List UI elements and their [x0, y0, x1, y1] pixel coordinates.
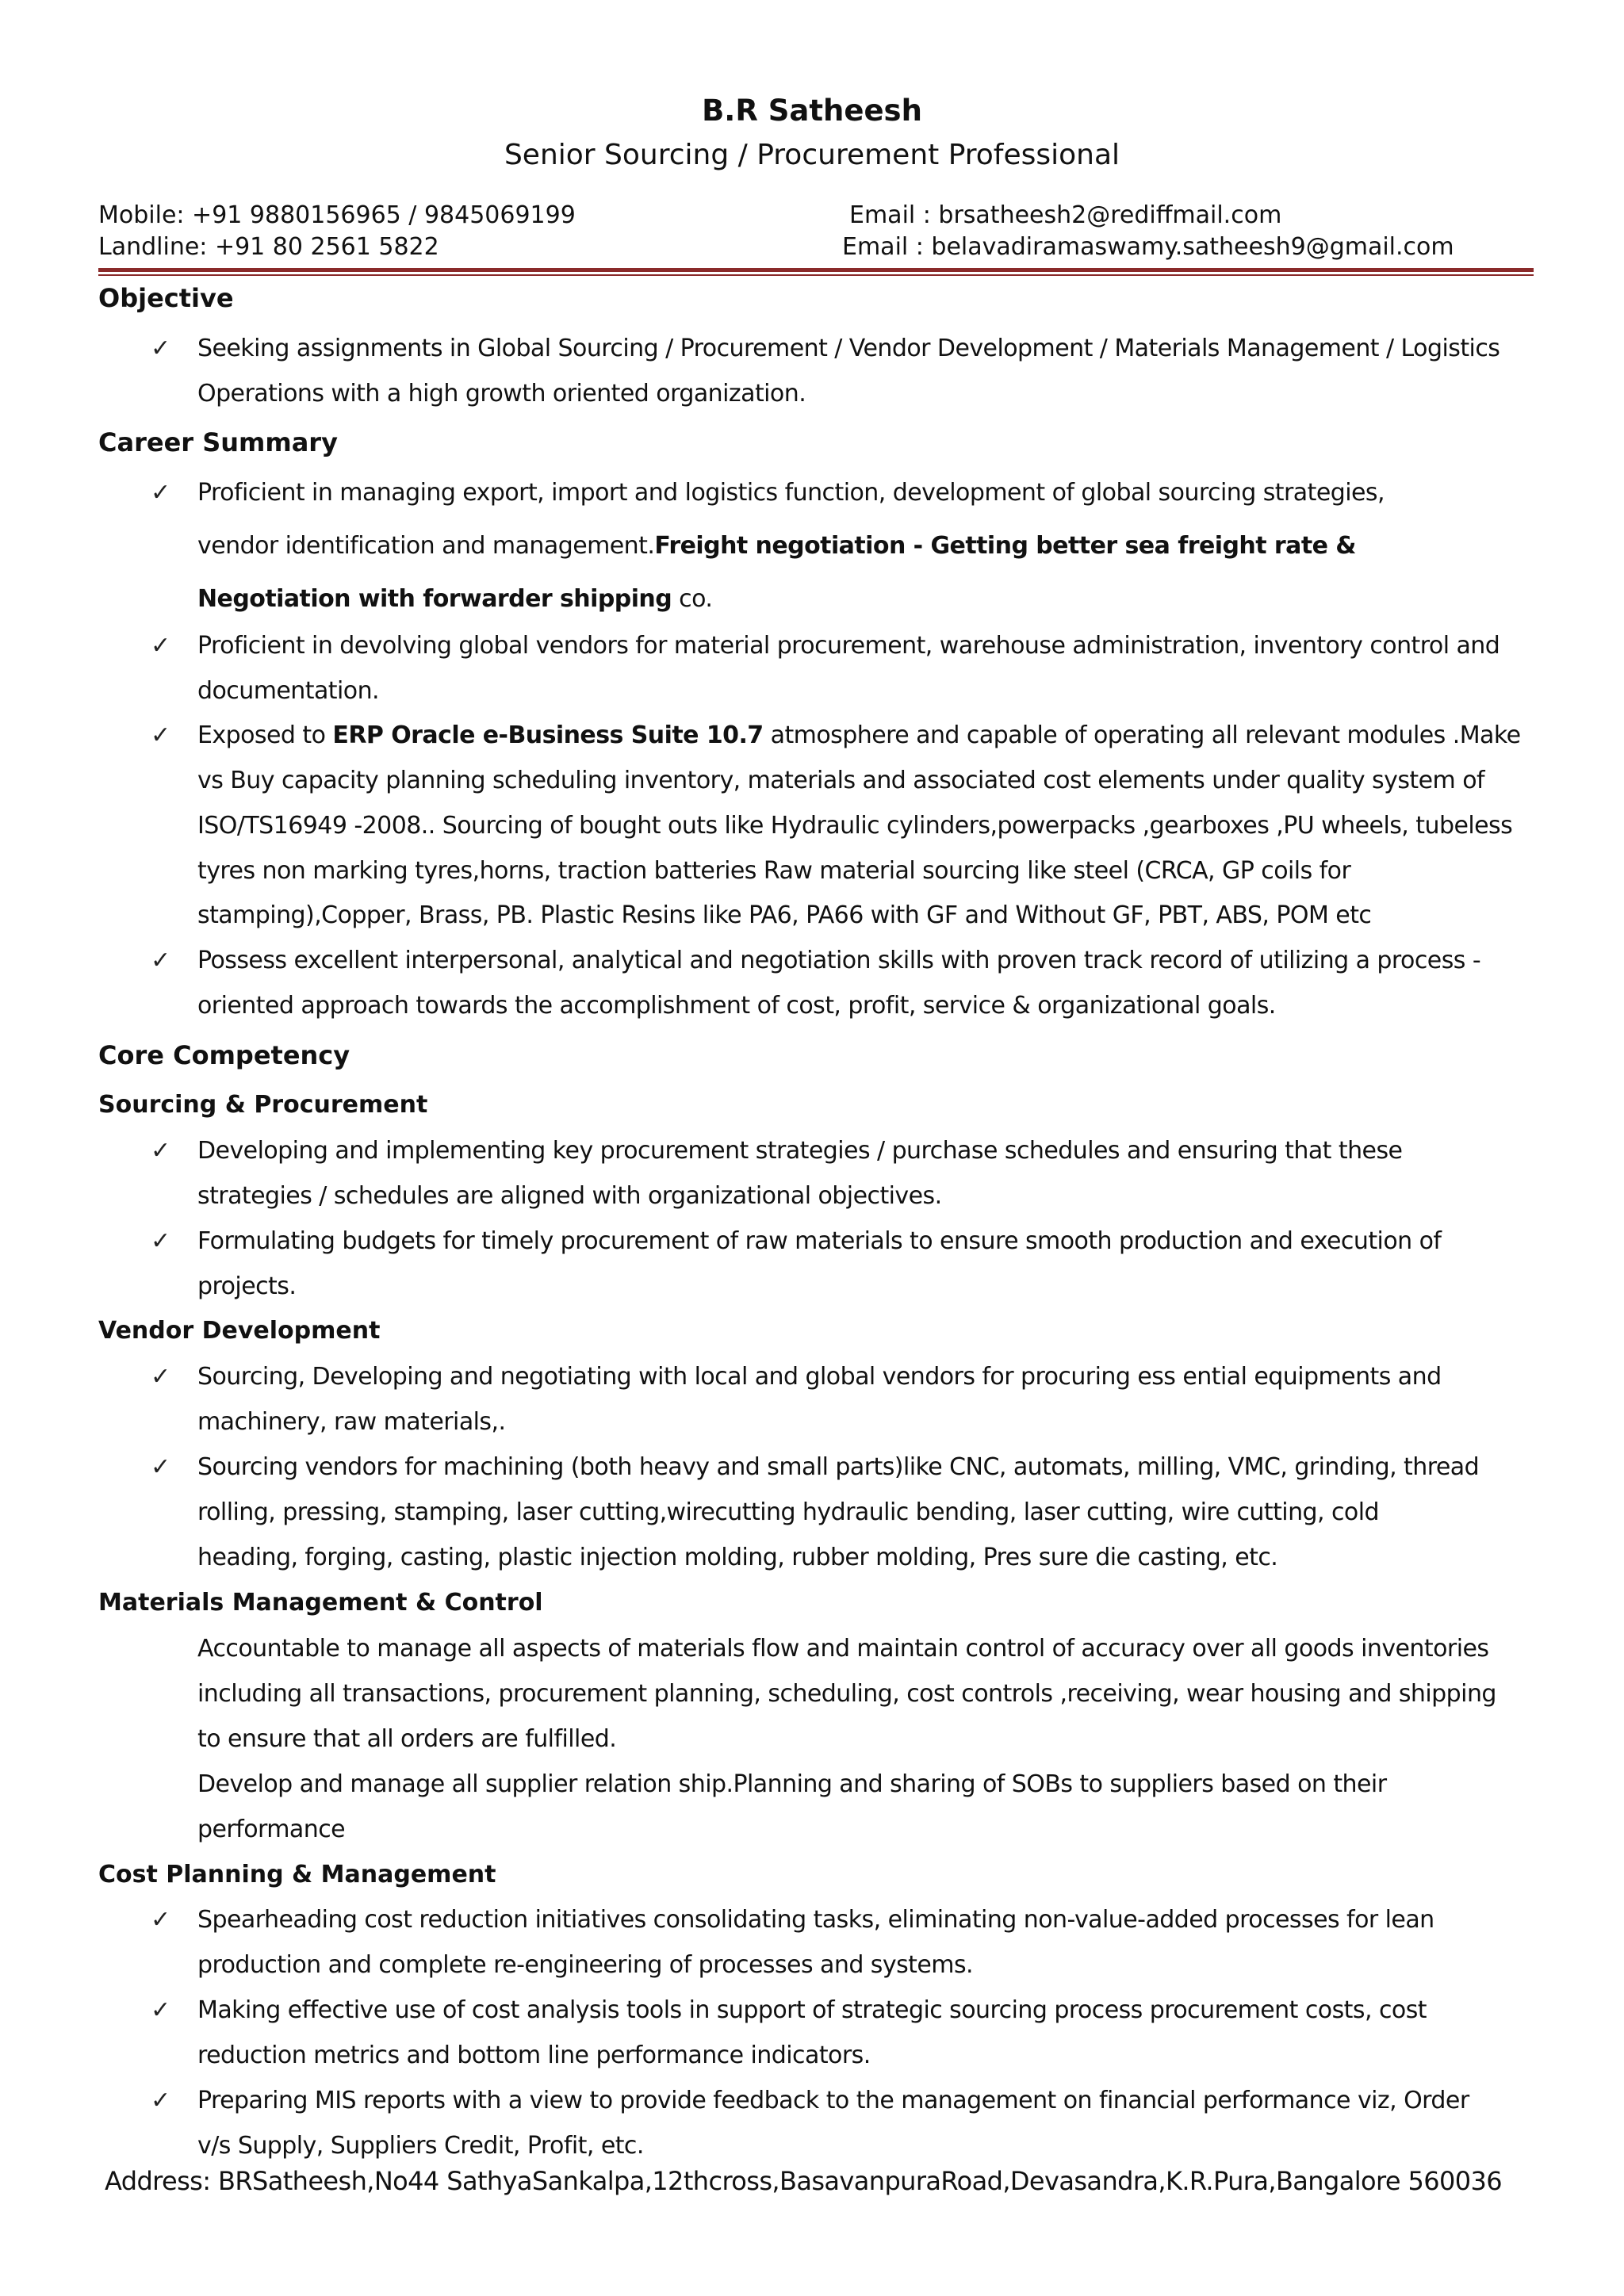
text-run-bold: ERP Oracle e-Business Suite 10.7: [332, 721, 764, 749]
career-bullet-line: oriented approach towards the accomplishment of cost, profit, service & organizational goals.: [197, 992, 1276, 1020]
career-bullet-line: [197, 584, 712, 615]
cost-bullet-line: v/s Supply, Suppliers Credit, Profit, etc.: [197, 2132, 644, 2160]
checkmark-icon: ✓: [151, 1363, 171, 1391]
career-bullet-line: Proficient in managing export, import and logistics function, development of global sourcing strategies,: [197, 479, 1385, 507]
text-run-bold: Freight negotiation - Getting better sea freight rate &: [654, 532, 1356, 560]
section-heading-career-summary: Career Summary: [98, 427, 338, 457]
objective-line: Operations with a high growth oriented organization.: [197, 380, 806, 408]
text-run: co.: [672, 585, 713, 613]
materials-line: to ensure that all orders are fulfilled.: [197, 1725, 617, 1753]
checkmark-icon: ✓: [151, 632, 171, 660]
checkmark-icon: ✓: [151, 335, 171, 362]
materials-line: performance: [197, 1816, 346, 1843]
checkmark-icon: ✓: [151, 947, 171, 974]
cost-bullet-line: Spearheading cost reduction initiatives consolidating tasks, eliminating non-value-added processes for lean: [197, 1906, 1434, 1934]
career-bullet-line: stamping),Copper, Brass, PB. Plastic Resins like PA6, PA66 with GF and Without GF, PBT, ABS, POM etc: [197, 901, 1372, 929]
cost-bullet-line: Making effective use of cost analysis tools in support of strategic sourcing process procurement costs, cost: [197, 1996, 1427, 2024]
cost-bullet-line: reduction metrics and bottom line performance indicators.: [197, 2042, 871, 2069]
subheading-sourcing: Sourcing & Procurement: [98, 1091, 428, 1119]
materials-line: Accountable to manage all aspects of materials flow and maintain control of accuracy over all goods inventories: [197, 1635, 1489, 1663]
career-bullet-line: documentation.: [197, 677, 380, 705]
footer-address: Address: BRSatheesh,No44 SathyaSankalpa,12thcross,BasavanpuraRoad,Devasandra,K.R.Pura,Bangalore 560036: [105, 2166, 1503, 2196]
career-bullet-line: vs Buy capacity planning scheduling inventory, materials and associated cost elements under quality system of: [197, 767, 1485, 794]
vendor-bullet-line: Sourcing vendors for machining (both heavy and small parts)like CNC, automats, milling, VMC, grinding, thread: [197, 1453, 1480, 1481]
vendor-bullet-line: rolling, pressing, stamping, laser cutting,wirecutting hydraulic bending, laser cutting, wire cutting, cold: [197, 1498, 1380, 1526]
vendor-bullet-line: machinery, raw materials,.: [197, 1408, 506, 1436]
checkmark-icon: ✓: [151, 1137, 171, 1165]
candidate-name: B.R Satheesh: [702, 94, 922, 128]
career-bullet-line: Proficient in devolving global vendors for material procurement, warehouse administration, inventory control and: [197, 632, 1500, 660]
sourcing-bullet-line: strategies / schedules are aligned with organizational objectives.: [197, 1182, 942, 1210]
checkmark-icon: ✓: [151, 1906, 171, 1934]
materials-line: including all transactions, procurement planning, scheduling, cost controls ,receiving, wear housing and shipping: [197, 1680, 1496, 1708]
text-run: vendor identification and management.: [197, 532, 655, 560]
header-divider: [98, 268, 1534, 272]
subheading-cost-planning: Cost Planning & Management: [98, 1861, 496, 1888]
candidate-title: Senior Sourcing / Procurement Professional: [504, 139, 1120, 171]
checkmark-icon: ✓: [151, 1996, 171, 2024]
section-heading-objective: Objective: [98, 283, 234, 313]
email-secondary[interactable]: Email : belavadiramaswamy.satheesh9@gmail.com: [842, 233, 1454, 261]
cost-bullet-line: Preparing MIS reports with a view to provide feedback to the management on financial performance viz, Order: [197, 2087, 1469, 2114]
section-heading-core-competency: Core Competency: [98, 1040, 350, 1070]
objective-line: Seeking assignments in Global Sourcing / Procurement / Vendor Development / Materials Management / Logistics: [197, 335, 1500, 362]
materials-line: Develop and manage all supplier relation ship.Planning and sharing of SOBs to suppliers based on their: [197, 1770, 1387, 1798]
text-run-bold: Negotiation with forwarder shipping: [197, 585, 672, 613]
text-run: Exposed to: [197, 721, 333, 749]
career-bullet-line: [197, 530, 1356, 562]
subheading-vendor-development: Vendor Development: [98, 1317, 381, 1345]
landline-number: Landline: +91 80 2561 5822: [98, 233, 439, 261]
checkmark-icon: ✓: [151, 479, 171, 507]
mobile-number: Mobile: +91 9880156965 / 9845069199: [98, 201, 576, 229]
checkmark-icon: ✓: [151, 1453, 171, 1481]
career-bullet-line: [197, 720, 1521, 752]
checkmark-icon: ✓: [151, 1227, 171, 1255]
vendor-bullet-line: Sourcing, Developing and negotiating with local and global vendors for procuring ess ential equipments and: [197, 1363, 1442, 1391]
email-primary[interactable]: Email : brsatheesh2@rediffmail.com: [849, 201, 1282, 229]
career-bullet-line: ISO/TS16949 -2008.. Sourcing of bought outs like Hydraulic cylinders,powerpacks ,gearboxes ,PU wheels, tubeless: [197, 812, 1513, 840]
sourcing-bullet-line: projects.: [197, 1272, 297, 1300]
career-bullet-line: tyres non marking tyres,horns, traction batteries Raw material sourcing like steel (CRCA, GP coils for: [197, 857, 1351, 885]
checkmark-icon: ✓: [151, 2087, 171, 2114]
sourcing-bullet-line: Developing and implementing key procurement strategies / purchase schedules and ensuring that these: [197, 1137, 1403, 1165]
sourcing-bullet-line: Formulating budgets for timely procurement of raw materials to ensure smooth production and execution of: [197, 1227, 1442, 1255]
subheading-materials-management: Materials Management & Control: [98, 1589, 543, 1617]
career-bullet-line: Possess excellent interpersonal, analytical and negotiation skills with proven track record of utilizing a process -: [197, 947, 1481, 974]
checkmark-icon: ✓: [151, 721, 171, 749]
vendor-bullet-line: heading, forging, casting, plastic injection molding, rubber molding, Pres sure die casting, etc.: [197, 1544, 1278, 1571]
header-divider-thin: [98, 274, 1534, 276]
cost-bullet-line: production and complete re-engineering of processes and systems.: [197, 1951, 974, 1979]
text-run: atmosphere and capable of operating all relevant modules .Make: [763, 721, 1521, 749]
